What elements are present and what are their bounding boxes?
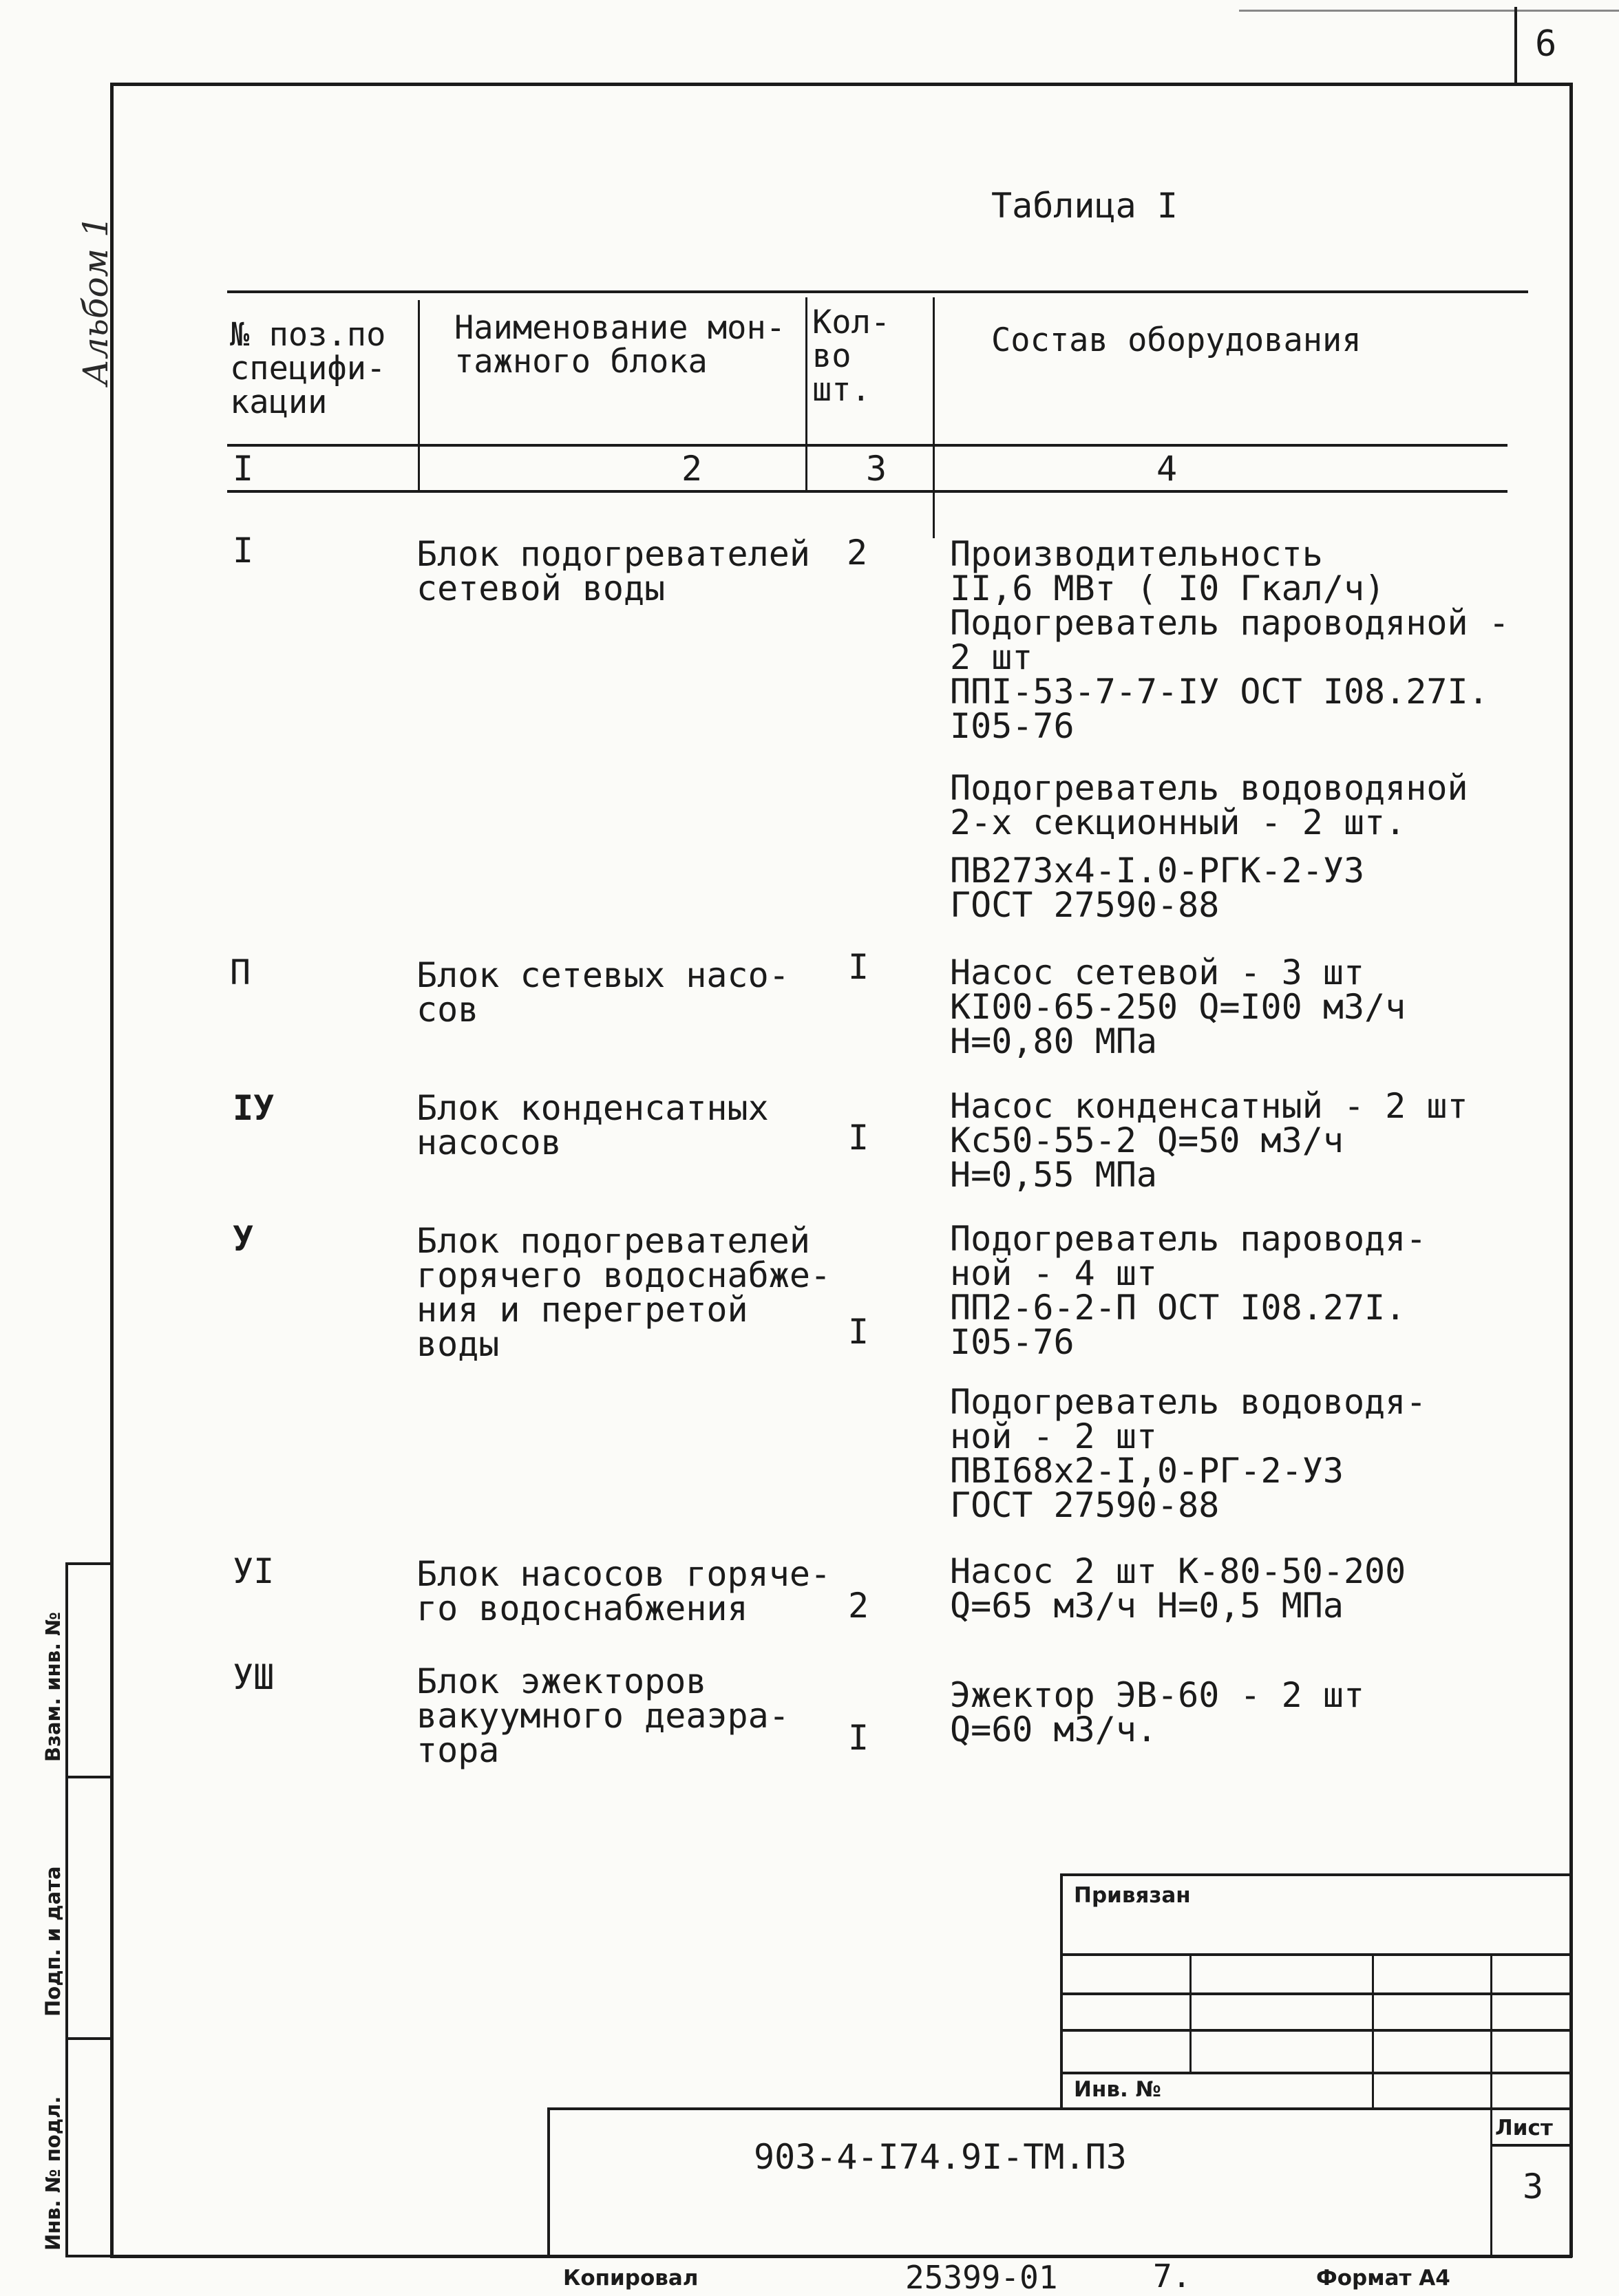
table-title: Таблица I: [991, 186, 1178, 226]
code-box-top: [547, 2107, 1572, 2110]
row-4-contents-a: Подогреватель пароводя- ной - 4 шт ПП2-6-2-П ОСТ I08.27I. I05-76: [950, 1219, 1427, 1362]
row-4-pos: У: [233, 1219, 254, 1259]
row-2-contents: Насос сетевой - 3 шт КI00-65-250 Q=I00 м3/ч Н=0,80 МПа: [950, 953, 1406, 1061]
stamp-row-2: [1060, 1992, 1572, 1995]
row-4-qty: I: [848, 1312, 869, 1352]
row-6-pos: УШ: [233, 1657, 275, 1697]
stamp-row-3: [1060, 2029, 1572, 2032]
stamp-inv-no-label: Инв. №: [1074, 2077, 1161, 2102]
header-top-line: [227, 290, 1528, 293]
row-2-name: Блок сетевых насо- сов: [416, 955, 790, 1030]
col-div-2: [805, 297, 807, 491]
row-2-qty: I: [848, 947, 869, 987]
row-5-pos: УI: [233, 1551, 275, 1591]
frame-right: [1569, 83, 1573, 2257]
col-div-1: [418, 300, 420, 491]
header-qty: Кол- во шт.: [812, 304, 891, 409]
row-4-contents-b: Подогреватель водоводя- ной - 2 шт ПВI68х2-I,0-РГ-2-УЗ ГОСТ 27590-88: [950, 1382, 1427, 1525]
page-number-box-left: [1514, 7, 1517, 84]
colnum-3: 3: [866, 449, 887, 489]
row-6-contents: Эжектор ЭВ-60 - 2 шт Q=60 м3/ч.: [950, 1675, 1365, 1750]
row-2-pos: П: [230, 953, 251, 992]
page-number: 6: [1535, 23, 1557, 65]
row-5-qty: 2: [848, 1586, 869, 1626]
row-1-qty: 2: [847, 533, 868, 573]
row-1-contents-b: Подогреватель водоводяной 2-х секционный - 2 шт.: [950, 768, 1468, 842]
row-3-contents: Насос конденсатный - 2 шт Кс50-55-2 Q=50 м3/ч Н=0,55 МПа: [950, 1086, 1468, 1195]
row-1-name: Блок подогревателей сетевой воды: [416, 534, 810, 608]
sheet-label-line: [1490, 2144, 1572, 2147]
stamp-col-3: [1490, 1953, 1492, 2256]
page-number-box-top: [1239, 10, 1619, 12]
side-label-vzam-inv: Взам. инв. №: [41, 1611, 65, 1762]
row-1-pos: I: [233, 531, 254, 571]
stamp-row-4: [1060, 2072, 1572, 2074]
doc-code: 903-4-I74.9I-ТМ.ПЗ: [754, 2137, 1127, 2177]
sheet-label: Лист: [1495, 2116, 1553, 2140]
stamp-col-2: [1372, 1953, 1374, 2109]
row-6-name: Блок эжекторов вакуумного деаэра- тора: [416, 1661, 790, 1770]
footer-copied-label: Копировал: [563, 2266, 699, 2290]
side-strip-bottom: [65, 2255, 114, 2257]
stamp-attached-label: Привязан: [1074, 1883, 1191, 1908]
frame-top: [110, 83, 1572, 86]
footer-copy-number: 25399-01: [905, 2259, 1058, 2296]
side-strip-div2: [65, 2037, 114, 2040]
footer-copy-mark: 7.: [1153, 2257, 1192, 2295]
row-3-name: Блок конденсатных насосов: [416, 1088, 769, 1162]
row-1-contents-c: ПВ273х4-I.0-РГК-2-УЗ ГОСТ 27590-88: [950, 851, 1365, 925]
row-4-name: Блок подогревателей горячего водоснабже- ния и перегретой воды: [416, 1221, 832, 1364]
colnum-4: 4: [1156, 449, 1178, 489]
row-1-contents-a: Производительность II,6 МВт ( I0 Гкал/ч) Подогреватель пароводяной - 2 шт ППI-53-7-7-IУ ОСТ I08.27I. I05-76: [950, 534, 1510, 746]
footer-format-label: Формат А4: [1316, 2266, 1450, 2290]
side-strip-div1: [65, 1776, 114, 1778]
col-div-3: [933, 297, 935, 538]
colnum-1: I: [233, 449, 254, 489]
frame-left: [110, 83, 114, 2257]
colnum-2: 2: [681, 449, 703, 489]
stamp-top: [1060, 1873, 1572, 1876]
header-pos: № поз.по специфи- кации: [230, 316, 386, 421]
header-name: Наименование мон- тажного блока: [454, 309, 786, 381]
stamp-col-1: [1189, 1953, 1192, 2072]
frame-bottom: [110, 2255, 1572, 2258]
side-label-podp-data: Подп. и дата: [41, 1866, 65, 2017]
sheet-number: 3: [1523, 2167, 1544, 2207]
stamp-row-1: [1060, 1953, 1572, 1956]
row-5-contents: Насос 2 шт К-80-50-200 Q=65 м3/ч Н=0,5 МПа: [950, 1551, 1406, 1626]
side-strip-top: [65, 1562, 114, 1565]
row-6-qty: I: [848, 1718, 869, 1758]
code-box-left: [547, 2107, 550, 2257]
row-3-qty: I: [848, 1118, 869, 1158]
row-3-pos: IУ: [233, 1088, 275, 1128]
side-label-inv-podl: Инв. № подл.: [41, 2096, 65, 2251]
header-contents: Состав оборудования: [991, 321, 1362, 359]
side-strip-left: [65, 1562, 68, 2257]
album-note: Альбом 1: [76, 215, 116, 385]
row-5-name: Блок насосов горяче- го водоснабжения: [416, 1554, 832, 1628]
